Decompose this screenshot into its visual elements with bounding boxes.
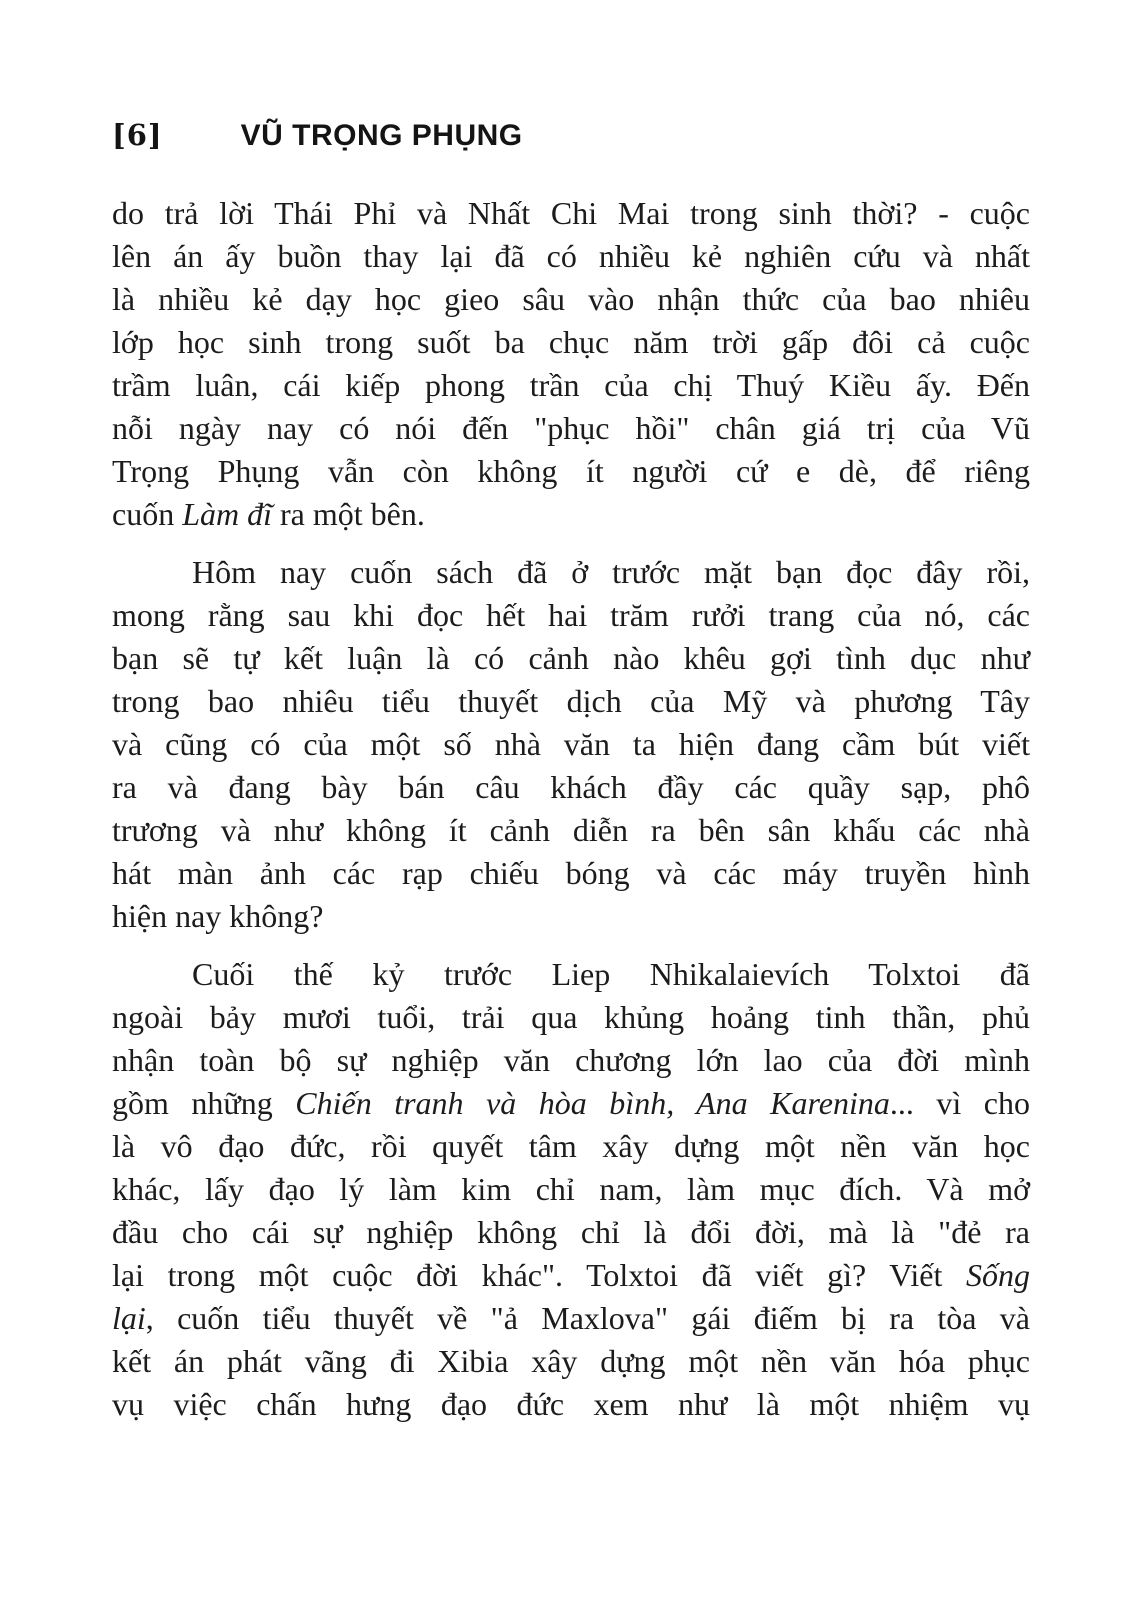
- page-number: [6]: [112, 118, 163, 152]
- text-segment: hiện nay không?: [112, 898, 324, 934]
- text-line: [112, 278, 1030, 321]
- text-segment: hát màn ảnh các rạp chiếu bóng và các máy truyền hình: [112, 855, 1030, 891]
- text-line: [112, 1168, 1030, 1211]
- text-line: [112, 551, 1030, 594]
- text-segment: lên án ấy buồn thay lại đã có nhiều kẻ nghiên cứu và nhất: [112, 238, 1030, 274]
- text-segment: ra và đang bày bán câu khách đầy các quầy sạp, phô: [112, 769, 1030, 805]
- text-segment: khác, lấy đạo lý làm kim chỉ nam, làm mục đích. Và mở: [112, 1171, 1030, 1207]
- text-segment: kết án phát vãng đi Xibia xây dựng một nền văn hóa phục: [112, 1343, 1030, 1379]
- text-line: [112, 852, 1030, 895]
- text-line: [112, 766, 1030, 809]
- text-line: [112, 680, 1030, 723]
- italic-text-segment: Sống: [966, 1257, 1030, 1293]
- text-line: [112, 493, 1030, 536]
- text-segment: lại trong một cuộc đời khác". Tolxtoi đã viết gì? Viết: [112, 1257, 966, 1293]
- text-segment: trong bao nhiêu tiểu thuyết dịch của Mỹ và phương Tây: [112, 683, 1030, 719]
- text-line: [112, 637, 1030, 680]
- text-line: [112, 1082, 1030, 1125]
- text-segment: nhận toàn bộ sự nghiệp văn chương lớn lao của đời mình: [112, 1042, 1030, 1078]
- text-line: [112, 594, 1030, 637]
- paragraph: [112, 551, 1030, 938]
- text-segment: Trọng Phụng vẫn còn không ít người cứ e dè, để riêng: [112, 453, 1030, 489]
- text-line: [112, 1383, 1030, 1426]
- text-line: [112, 1125, 1030, 1168]
- text-segment: trương và như không ít cảnh diễn ra bên sân khấu các nhà: [112, 812, 1030, 848]
- text-segment: lớp học sinh trong suốt ba chục năm trời gấp đôi cả cuộc: [112, 324, 1030, 360]
- text-segment: , cuốn tiểu thuyết về "ả Maxlova" gái điếm bị ra tòa và: [145, 1300, 1030, 1336]
- text-segment: và cũng có của một số nhà văn ta hiện đang cầm bút viết: [112, 726, 1030, 762]
- text-line: [112, 1039, 1030, 1082]
- text-segment: là nhiều kẻ dạy học gieo sâu vào nhận thức của bao nhiêu: [112, 281, 1030, 317]
- text-segment: nỗi ngày nay có nói đến "phục hồi" chân giá trị của Vũ: [112, 410, 1030, 446]
- text-line: [112, 407, 1030, 450]
- text-segment: Cuối thế kỷ trước Liep Nhikalaievích Tolxtoi đã: [192, 956, 1030, 992]
- text-segment: ... vì cho: [889, 1085, 1031, 1121]
- text-line: [112, 321, 1030, 364]
- text-line: [112, 192, 1030, 235]
- text-line: [112, 450, 1030, 493]
- page-header: [112, 118, 523, 153]
- text-line: [112, 1254, 1030, 1297]
- text-segment: đầu cho cái sự nghiệp không chỉ là đổi đời, mà là "đẻ ra: [112, 1214, 1030, 1250]
- page-body-text: [112, 192, 1030, 1441]
- text-line: [112, 723, 1030, 766]
- text-segment: trầm luân, cái kiếp phong trần của chị Thuý Kiều ấy. Đến: [112, 367, 1030, 403]
- text-line: [112, 996, 1030, 1039]
- text-line: [112, 1211, 1030, 1254]
- running-title: VŨ TRỌNG PHỤNG: [240, 119, 523, 152]
- text-line: [112, 809, 1030, 852]
- paragraph: [112, 192, 1030, 536]
- italic-text-segment: lại: [112, 1300, 146, 1336]
- text-segment: do trả lời Thái Phỉ và Nhất Chi Mai trong sinh thời? - cuộc: [112, 195, 1030, 231]
- text-segment: gồm những: [112, 1085, 296, 1121]
- text-line: [112, 1297, 1030, 1340]
- text-segment: mong rằng sau khi đọc hết hai trăm rưởi trang của nó, các: [112, 597, 1030, 633]
- text-line: [112, 235, 1030, 278]
- paragraph: [112, 953, 1030, 1426]
- text-line: [112, 953, 1030, 996]
- text-line: [112, 895, 1030, 938]
- text-segment: vụ việc chấn hưng đạo đức xem như là một nhiệm vụ: [112, 1386, 1030, 1422]
- text-segment: cuốn: [112, 496, 183, 532]
- text-segment: là vô đạo đức, rồi quyết tâm xây dựng một nền văn học: [112, 1128, 1030, 1164]
- text-line: [112, 1340, 1030, 1383]
- italic-text-segment: Chiến tranh và hòa bình, Ana Karenina: [295, 1085, 890, 1121]
- italic-text-segment: Làm đĩ: [182, 496, 272, 532]
- text-segment: bạn sẽ tự kết luận là có cảnh nào khêu gợi tình dục như: [112, 640, 1030, 676]
- text-line: [112, 364, 1030, 407]
- text-segment: ra một bên.: [272, 496, 425, 532]
- text-segment: Hôm nay cuốn sách đã ở trước mặt bạn đọc đây rồi,: [192, 554, 1030, 590]
- text-segment: ngoài bảy mươi tuổi, trải qua khủng hoảng tinh thần, phủ: [112, 999, 1030, 1035]
